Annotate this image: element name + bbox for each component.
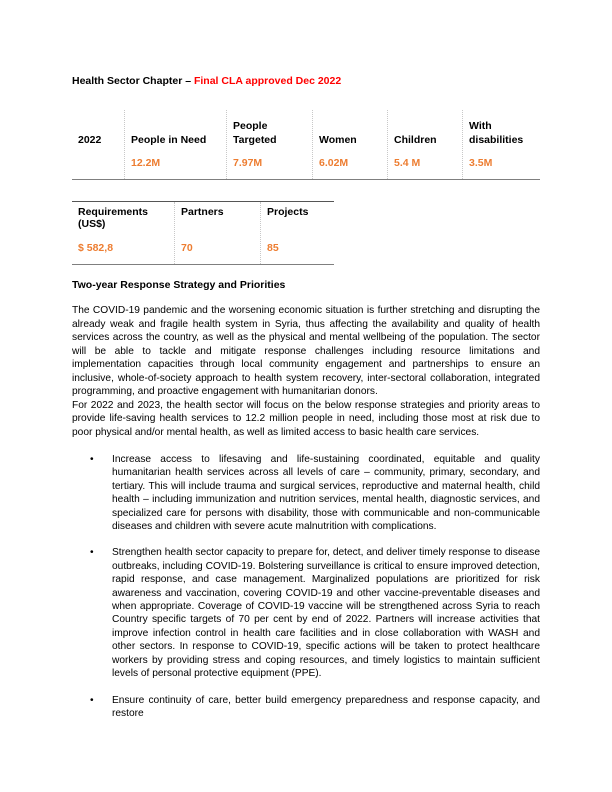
bullet-icon: • [90,547,94,559]
stats-cell-with-disabilities [462,110,541,179]
stats-year: 2022 [78,134,102,146]
stats-cell-partners [174,202,261,264]
stats-label: Women [319,134,357,146]
stats-label: Projects [267,206,309,218]
stats-label-line: With [469,120,492,132]
stats-cell-requirements [72,202,174,264]
stats-label-line: disabilities [469,134,524,146]
stats-value: 85 [267,242,279,254]
paragraph: The COVID-19 pandemic and the worsening economic situation is further stretching and disrupting the already weak and fragile health system in Syria, thus affecting the availability and quality of health services across the country, as well as the physical and mental wellbeing of the population. The sector will be able to tackle and mitigate response challenges including resource limitations and implementation capacities through local community engagement and partnerships to ensure an inclusive, whole-of-society approach to health system recovery, inter-sectoral collaboration, integrated programming, and proactive engagement with humanitarian donors. [72,305,540,397]
stats-cell-projects [260,202,335,264]
priority-list [90,453,540,733]
title-main: Health Sector Chapter – [72,75,194,87]
list-item [90,453,540,533]
stats-value: 7.97M [233,157,263,169]
requirements-table [72,201,334,265]
stats-cell-people-targeted [226,110,313,179]
stats-label: Partners [181,206,224,218]
stats-label: Children [394,134,437,146]
title-status: Final CLA approved Dec 2022 [193,75,342,87]
stats-value: 6.02M [319,157,349,169]
stats-value: 70 [181,242,193,254]
paragraph: For 2022 and 2023, the health sector will focus on the below response strategies and priority areas to provide life-saving health services to 12.2 million people in need, including those most at risk due to poor physical and/or mental health, as well as limited access to basic health care services. [72,399,540,438]
list-item-text: Increase access to lifesaving and life-sustaining coordinated, equitable and quality humanitarian health services across all levels of care – community, primary, secondary, and tertiary. This will include trauma and surgical services, reproductive and maternal health, child health – including immunization and nutrition services, mental health, diagnostic services, and specialized care for persons with disability, those with communicable and non-communicable diseases and children with severe acute malnutrition with complications. [112,454,540,533]
list-item [90,694,540,721]
section-heading: Two-year Response Strategy and Priorities [72,279,286,291]
stats-cell-children [387,110,463,179]
list-item-text: Strengthen health sector capacity to prepare for, detect, and deliver timely response to disease outbreaks, including COVID-19. Bolstering surveillance is critical to ensure improved detection, rapid response, and case management. Marginalized populations are prioritized for risk awareness and vaccination, covering COVID-19 and other vaccine-preventable diseases and when appropriate. Coverage of COVID-19 vaccine will be strengthened across Syria to reach Country specific targets of 70 per cent by end of 2022. Partners will increase activities that improve infection control in health care facilities and in close collaboration with WASH and other sectors. In response to COVID-19, specific actions will be taken to protect healthcare workers by providing stress and coping resources, and timely logistics to maintain sufficient levels of personal protective equipment (PPE). [112,547,540,680]
list-item-text: Ensure continuity of care, better build emergency preparedness and response capacity, and restore [112,694,540,719]
list-item [90,546,540,680]
bullet-icon: • [90,694,94,706]
stats-label: Requirements (US$) [78,206,149,230]
bullet-icon: • [90,454,94,465]
stats-label: People Targeted [233,120,277,146]
stats-cell-people-in-need [124,110,227,179]
stats-value: 3.5M [469,157,493,169]
stats-year-cell [72,110,124,179]
body-text [72,304,540,439]
stats-value: $ 582,8 [78,242,114,254]
stats-value: 5.4 M [394,157,421,169]
stats-value: 12.2M [131,157,161,169]
stats-table-2022 [72,110,540,180]
stats-cell-women [312,110,388,179]
page-title [72,75,341,87]
stats-label: People in Need [131,134,207,146]
stats-label [469,119,523,147]
